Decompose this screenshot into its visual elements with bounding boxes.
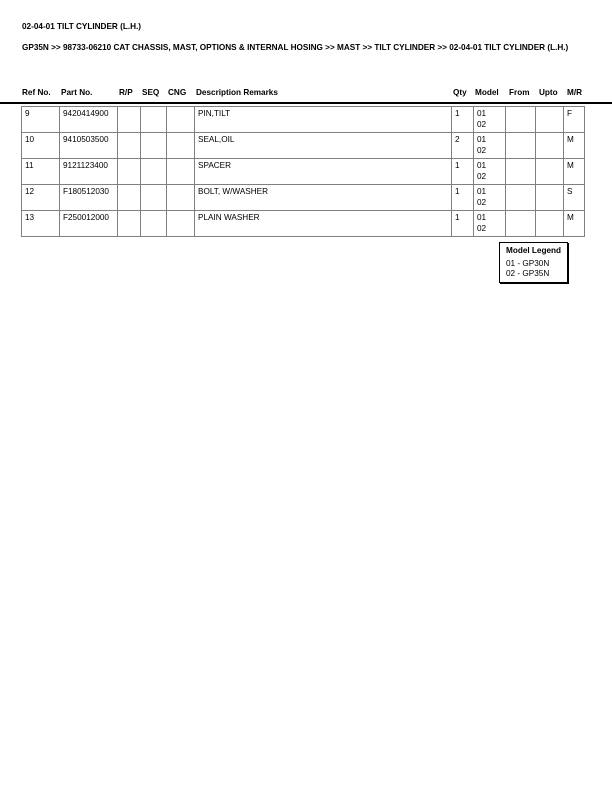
model-code: 01 xyxy=(477,161,487,170)
cell-ref-no: 12 xyxy=(22,185,60,211)
column-header-qty: Qty xyxy=(453,88,467,97)
table-row xyxy=(22,159,585,185)
cell-part-no: 9121123400 xyxy=(60,159,118,185)
cell-seq xyxy=(141,159,167,185)
cell-model xyxy=(474,185,506,211)
cell-part-no: 9420414900 xyxy=(60,107,118,133)
cell-mr: M xyxy=(564,133,585,159)
model-code: 02 xyxy=(477,145,487,155)
column-header-part-no: Part No. xyxy=(61,88,93,97)
cell-part-no: F180512030 xyxy=(60,185,118,211)
model-code: 02 xyxy=(477,223,487,233)
cell-from xyxy=(506,133,536,159)
model-code: 01 xyxy=(477,187,487,196)
model-code: 02 xyxy=(477,171,487,181)
cell-upto xyxy=(536,185,564,211)
cell-mr: M xyxy=(564,211,585,237)
cell-cng xyxy=(167,159,195,185)
cell-part-no: F250012000 xyxy=(60,211,118,237)
cell-seq xyxy=(141,185,167,211)
model-code: 02 xyxy=(477,119,487,129)
cell-from xyxy=(506,107,536,133)
cell-ref-no: 11 xyxy=(22,159,60,185)
table-row xyxy=(22,185,585,211)
cell-from xyxy=(506,159,536,185)
cell-model xyxy=(474,107,506,133)
table-row xyxy=(22,133,585,159)
cell-qty: 1 xyxy=(452,185,474,211)
parts-table xyxy=(21,106,585,237)
cell-rp xyxy=(118,211,141,237)
column-header-ref-no: Ref No. xyxy=(22,88,51,97)
cell-qty: 1 xyxy=(452,159,474,185)
cell-upto xyxy=(536,211,564,237)
column-header-from: From xyxy=(509,88,530,97)
model-code: 01 xyxy=(477,213,487,222)
cell-model xyxy=(474,211,506,237)
cell-seq xyxy=(141,107,167,133)
cell-seq xyxy=(141,211,167,237)
model-code: 02 xyxy=(477,197,487,207)
cell-cng xyxy=(167,211,195,237)
model-legend xyxy=(499,242,568,283)
cell-cng xyxy=(167,133,195,159)
column-header-rp: R/P xyxy=(119,88,133,97)
cell-from xyxy=(506,185,536,211)
cell-from xyxy=(506,211,536,237)
cell-mr: F xyxy=(564,107,585,133)
cell-rp xyxy=(118,159,141,185)
cell-model xyxy=(474,159,506,185)
table-row xyxy=(22,211,585,237)
cell-description: SPACER xyxy=(195,159,452,185)
cell-qty: 1 xyxy=(452,211,474,237)
column-header-cng: CNG xyxy=(168,88,187,97)
cell-cng xyxy=(167,107,195,133)
model-legend-item: 02 - GP35N xyxy=(506,269,550,278)
cell-rp xyxy=(118,133,141,159)
cell-description: PIN,TILT xyxy=(195,107,452,133)
cell-upto xyxy=(536,107,564,133)
cell-cng xyxy=(167,185,195,211)
cell-mr: M xyxy=(564,159,585,185)
cell-qty: 1 xyxy=(452,107,474,133)
breadcrumb: GP35N >> 98733-06210 CAT CHASSIS, MAST, OPTIONS & INTERNAL HOSING >> MAST >> TILT CYLINDER >> 02-04-01 TILT CYLINDER (L.H.) xyxy=(22,43,569,52)
table-row xyxy=(22,107,585,133)
model-code: 01 xyxy=(477,109,487,118)
model-legend-title: Model Legend xyxy=(506,246,562,255)
cell-description: SEAL,OIL xyxy=(195,133,452,159)
model-legend-item: 01 - GP30N xyxy=(506,259,550,268)
cell-upto xyxy=(536,159,564,185)
cell-ref-no: 10 xyxy=(22,133,60,159)
cell-ref-no: 9 xyxy=(22,107,60,133)
cell-part-no: 9410503500 xyxy=(60,133,118,159)
cell-rp xyxy=(118,185,141,211)
header-divider xyxy=(0,102,612,104)
page-title: 02-04-01 TILT CYLINDER (L.H.) xyxy=(22,22,142,31)
column-header-model: Model xyxy=(475,88,499,97)
column-header-upto: Upto xyxy=(539,88,558,97)
cell-upto xyxy=(536,133,564,159)
cell-ref-no: 13 xyxy=(22,211,60,237)
cell-model xyxy=(474,133,506,159)
cell-description: BOLT, W/WASHER xyxy=(195,185,452,211)
cell-description: PLAIN WASHER xyxy=(195,211,452,237)
column-header-mr: M/R xyxy=(567,88,583,97)
cell-rp xyxy=(118,107,141,133)
column-header-description: Description Remarks xyxy=(196,88,278,97)
cell-qty: 2 xyxy=(452,133,474,159)
column-header-seq: SEQ xyxy=(142,88,160,97)
model-code: 01 xyxy=(477,135,487,144)
cell-mr: S xyxy=(564,185,585,211)
cell-seq xyxy=(141,133,167,159)
